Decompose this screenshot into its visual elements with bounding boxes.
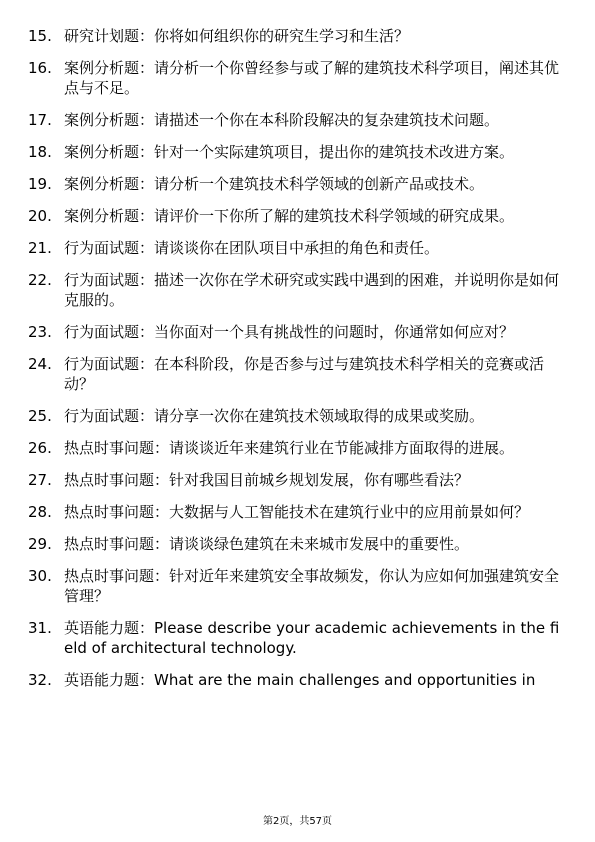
question-text: 行为面试题：在本科阶段，你是否参与过与建筑技术科学相关的竞赛或活动？ [64, 355, 545, 393]
question-text: 热点时事问题：针对近年来建筑安全事故频发，你认为应如何加强建筑安全管理？ [64, 567, 560, 605]
question-text: 热点时事问题：大数据与人工智能技术在建筑行业中的应用前景如何？ [64, 503, 530, 521]
question-number: 17. [28, 111, 52, 129]
question-number: 29. [28, 535, 52, 553]
list-item [28, 470, 568, 490]
question-number: 16. [28, 59, 52, 77]
question-text: 行为面试题：请分享一次你在建筑技术领域取得的成果或奖励。 [64, 407, 485, 425]
question-number: 27. [28, 471, 52, 489]
question-number: 28. [28, 503, 52, 521]
question-number: 26. [28, 439, 52, 457]
list-item [28, 502, 568, 522]
question-number: 24. [28, 355, 52, 373]
question-text: 行为面试题：描述一次你在学术研究或实践中遇到的困难，并说明你是如何克服的。 [64, 271, 560, 309]
question-text: 行为面试题：当你面对一个具有挑战性的问题时，你通常如何应对？ [64, 323, 515, 341]
question-text: 研究计划题：你将如何组织你的研究生学习和生活？ [64, 27, 410, 45]
question-number: 31. [28, 619, 52, 637]
page-number-footer: 第2页，共57页 [262, 816, 333, 827]
list-item [28, 270, 568, 310]
question-text: 热点时事问题：请谈谈近年来建筑行业在节能减排方面取得的进展。 [64, 439, 515, 457]
question-number: 32. [28, 671, 52, 689]
question-text: 热点时事问题：针对我国目前城乡规划发展，你有哪些看法？ [64, 471, 470, 489]
question-number: 19. [28, 175, 52, 193]
question-text: 英语能力题：What are the main challenges and opportunities in [64, 671, 536, 689]
list-item [28, 322, 568, 342]
question-list [28, 26, 568, 702]
question-number: 30. [28, 567, 52, 585]
list-item [28, 110, 568, 130]
question-number: 15. [28, 27, 52, 45]
question-number: 22. [28, 271, 52, 289]
question-text: 行为面试题：请谈谈你在团队项目中承担的角色和责任。 [64, 239, 440, 257]
list-item [28, 534, 568, 554]
list-item [28, 238, 568, 258]
list-item [28, 670, 568, 690]
question-text: 案例分析题：请分析一个建筑技术科学领域的创新产品或技术。 [64, 175, 485, 193]
list-item [28, 438, 568, 458]
question-text: 案例分析题：请评价一下你所了解的建筑技术科学领域的研究成果。 [64, 207, 515, 225]
question-text: 案例分析题：针对一个实际建筑项目，提出你的建筑技术改进方案。 [64, 143, 515, 161]
list-item [28, 142, 568, 162]
question-number: 25. [28, 407, 52, 425]
list-item [28, 406, 568, 426]
question-number: 21. [28, 239, 52, 257]
question-text: 热点时事问题：请谈谈绿色建筑在未来城市发展中的重要性。 [64, 535, 470, 553]
question-number: 18. [28, 143, 52, 161]
list-item [28, 618, 568, 658]
list-item [28, 26, 568, 46]
question-text: 英语能力题：Please describe your academic achievements in the field of architectural technology. [64, 619, 560, 657]
question-text: 案例分析题：请描述一个你在本科阶段解决的复杂建筑技术问题。 [64, 111, 500, 129]
list-item [28, 354, 568, 394]
list-item [28, 566, 568, 606]
list-item [28, 206, 568, 226]
question-number: 20. [28, 207, 52, 225]
question-text: 案例分析题：请分析一个你曾经参与或了解的建筑技术科学项目，阐述其优点与不足。 [64, 59, 560, 97]
list-item [28, 58, 568, 98]
list-item [28, 174, 568, 194]
question-number: 23. [28, 323, 52, 341]
